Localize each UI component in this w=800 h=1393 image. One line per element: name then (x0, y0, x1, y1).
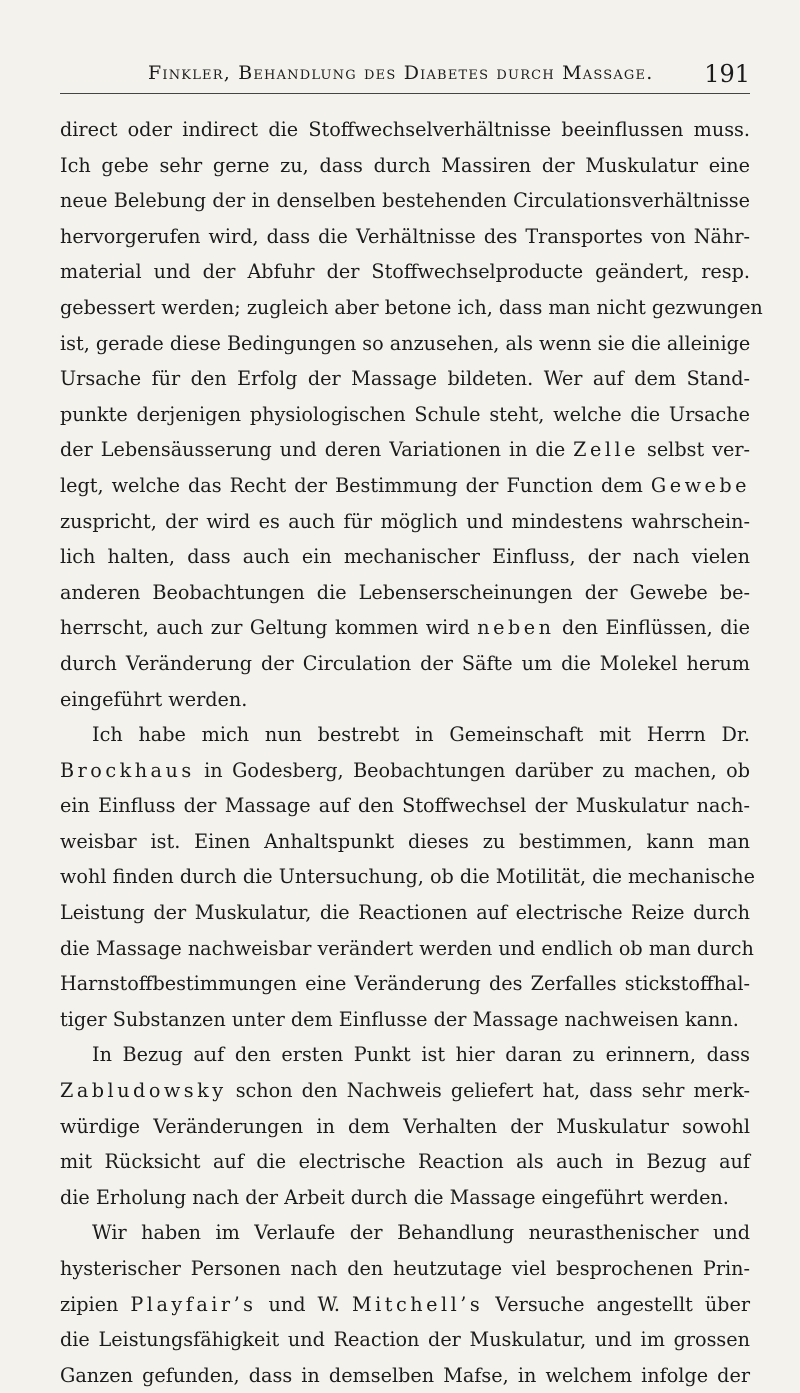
body-text (60, 112, 763, 1393)
text-line: ist, gerade diese Bedingungen so anzusehen, als wenn sie die alleinige (60, 331, 751, 355)
header-title: Finkler, Behandlung des Diabetes durch Massage. (148, 62, 654, 84)
text-line: ein Einfluss der Massage auf den Stoffwechsel der Muskulatur nach- (60, 794, 750, 818)
text-line: Ganzen gefunden, dass in demselben Mafse, in welchem infolge der (60, 1363, 750, 1387)
text-line: direct oder indirect die Stoffwechselverhältnisse beeinflussen muss. (60, 118, 750, 141)
text-line: wohl finden durch die Untersuchung, ob die Motilität, die mechanische (60, 865, 755, 889)
text-line: herrscht, auch zur Geltung kommen wird neben den Einflüssen, die (60, 616, 750, 640)
text-line: In Bezug auf den ersten Punkt ist hier daran zu erinnern, dass (92, 1043, 750, 1067)
text-line: eingeführt werden. (60, 687, 248, 711)
page-number: 191 (704, 60, 750, 88)
text-line: Ich habe mich nun bestrebt in Gemeinschaft mit Herrn Dr. (92, 723, 750, 747)
text-line: die Massage nachweisbar verändert werden und endlich ob man durch (60, 936, 754, 960)
text-line: mit Rücksicht auf die electrische Reaction als auch in Bezug auf (60, 1150, 750, 1174)
text-line: neue Belebung der in denselben bestehenden Circulationsverhältnisse (60, 189, 750, 213)
spaced-name-brockhaus: Brockhaus (60, 758, 195, 782)
text-line: gebessert werden; zugleich aber betone ich, dass man nicht gezwungen (60, 295, 763, 319)
text-line: Ursache für den Erfolg der Massage bildeten. Wer auf dem Stand- (60, 367, 750, 391)
text-line: die Erholung nach der Arbeit durch die Massage eingeführt werden. (60, 1185, 729, 1209)
text-line: durch Veränderung der Circulation der Säfte um die Molekel herum (60, 651, 750, 675)
spaced-name-mitchell: Mitchell’s (352, 1292, 484, 1316)
text-line: zuspricht, der wird es auch für möglich und mindestens wahrschein- (60, 509, 750, 533)
text-line: Brockhaus in Godesberg, Beobachtungen darüber zu machen, ob (60, 758, 750, 782)
text-line: der Lebensäusserung und deren Variationen in die Zelle selbst ver- (60, 438, 750, 462)
spaced-name-playfair: Playfair’s (130, 1292, 257, 1316)
text-line: lich halten, dass auch ein mechanischer Einfluss, der nach vielen (60, 545, 750, 569)
text-line: Leistung der Muskulatur, die Reactionen auf electrische Reize durch (60, 901, 750, 925)
text-line: legt, welche das Recht der Bestimmung der Function dem Gewebe (60, 473, 750, 497)
running-header (60, 62, 750, 96)
text-line: tiger Substanzen unter dem Einflusse der Massage nachweisen kann. (60, 1007, 739, 1031)
text-line: material und der Abfuhr der Stoffwechselproducte geändert, resp. (60, 260, 750, 284)
text-line: Harnstoffbestimmungen eine Veränderung des Zerfalles stickstoffhal- (60, 972, 750, 996)
text-line: Zabludowsky schon den Nachweis geliefert hat, dass sehr merk- (60, 1079, 750, 1103)
spaced-name-zabludowsky: Zabludowsky (60, 1079, 227, 1103)
header-rule (60, 93, 750, 94)
text-line: hysterischer Personen nach den heutzutage viel besprochenen Prin- (60, 1257, 750, 1280)
text-line: die Leistungsfähigkeit und Reaction der Muskulatur, und im grossen (60, 1328, 750, 1352)
text-line: anderen Beobachtungen die Lebenserscheinungen der Gewebe be- (60, 580, 750, 604)
text-line: würdige Veränderungen in dem Verhalten der Muskulatur sowohl (60, 1114, 750, 1138)
text-line: punkte derjenigen physiologischen Schule steht, welche die Ursache (60, 402, 750, 426)
text-line: zipien Playfair’s und W. Mitchell’s Versuche angestellt über (60, 1292, 750, 1316)
text-line: weisbar ist. Einen Anhaltspunkt dieses zu bestimmen, kann man (60, 829, 750, 853)
spaced-term-gewebe: Gewebe (650, 473, 750, 497)
text-line: Wir haben im Verlaufe der Behandlung neurasthenischer und (92, 1221, 750, 1245)
text-line: hervorgerufen wird, dass die Verhältnisse des Transportes von Nähr- (60, 224, 750, 248)
spaced-term-neben: neben (477, 616, 555, 640)
spaced-term-zelle: Zelle (573, 438, 639, 462)
text-line: Ich gebe sehr gerne zu, dass durch Massiren der Muskulatur eine (60, 153, 750, 177)
